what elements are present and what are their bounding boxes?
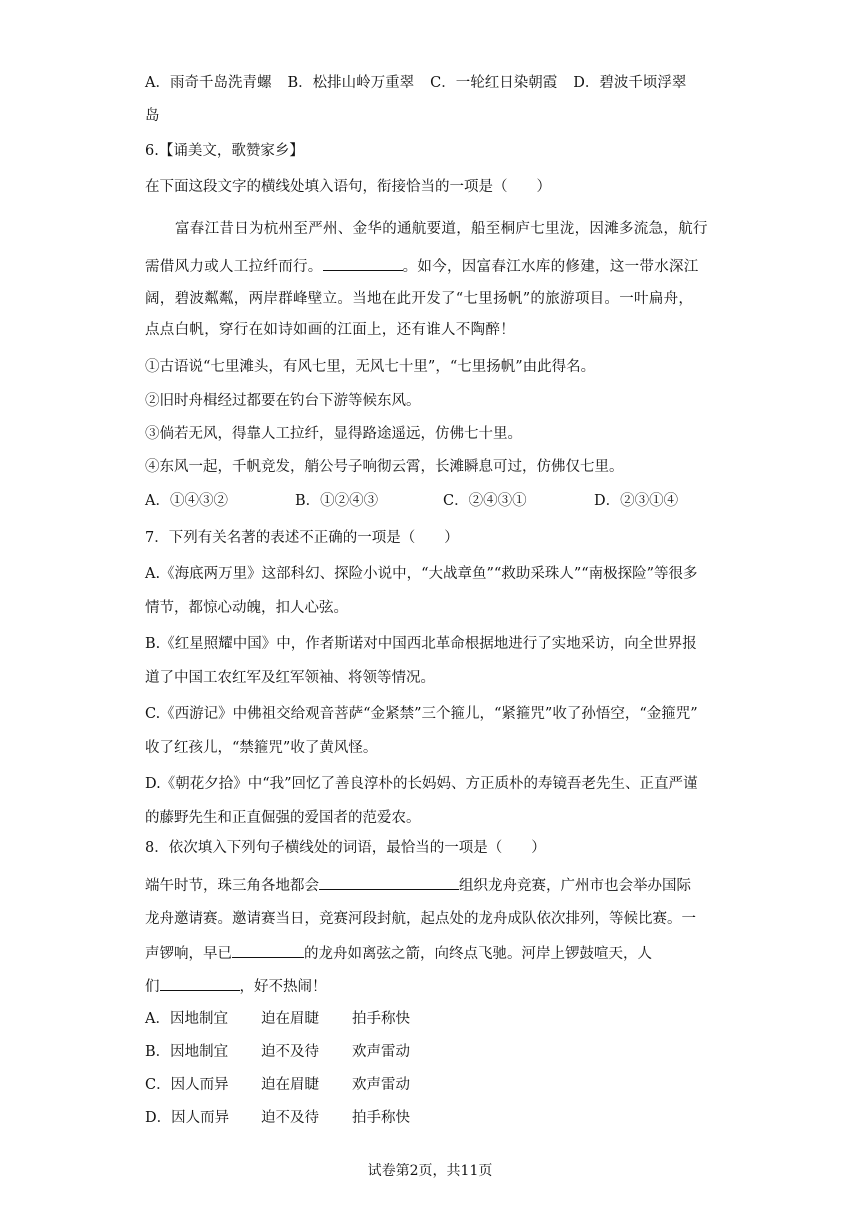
q8-stem: 8．依次填入下列句子横线处的词语，最恰当的一项是（ ） — [145, 840, 546, 856]
q8-sentence-line-1 — [145, 874, 691, 896]
q6-item-2: ②旧时舟楫经过都要在钓台下游等候东风。 — [145, 393, 421, 409]
q8-text: 们 — [145, 979, 160, 995]
q8-option-a-word-3: 拍手称快 — [352, 1011, 410, 1027]
q8-option-d — [145, 1108, 445, 1128]
q8-option-b-word-1: B．因地制宜 — [145, 1044, 229, 1060]
q8-sentence-line-4 — [145, 975, 327, 997]
q7-option-c-line-2: 收了红孩儿，“禁箍咒”收了黄风怪。 — [145, 740, 378, 756]
q8-option-c-word-3: 欢声雷动 — [352, 1077, 410, 1093]
q8-option-a — [145, 1009, 445, 1029]
q5-option-d: D．碧波千顷浮翠 — [573, 75, 687, 91]
q8-option-a-word-1: A．因地制宜 — [145, 1011, 228, 1027]
q8-option-c-word-1: C．因人而异 — [145, 1077, 229, 1093]
q8-option-a-word-2: 迫在眉睫 — [261, 1011, 319, 1027]
q6-item-4: ④东风一起，千帆竞发，艄公号子响彻云霄，长滩瞬息可过，仿佛仅七里。 — [145, 459, 624, 475]
q5-option-a: A．雨奇千岛洗青螺 — [145, 75, 272, 91]
q8-text: 的龙舟如离弦之箭，向终点飞驰。河岸上锣鼓喧天，人 — [304, 946, 652, 962]
q5-option-b: B．松排山岭万重翠 — [287, 75, 415, 91]
q6-fill-blank — [323, 255, 403, 271]
q6-option-d: D．②③①④ — [594, 493, 679, 509]
q6-passage-line-2 — [145, 255, 699, 277]
q6-header: 6.【诵美文，歌赞家乡】 — [145, 143, 304, 159]
q5-options-row — [145, 73, 686, 93]
q8-text: 组织龙舟竞赛，广州市也会举办国际 — [459, 878, 691, 894]
q8-option-b — [145, 1042, 445, 1062]
q7-option-a-line-1: A.《海底两万里》这部科幻、探险小说中，“大战章鱼”“救助采珠人”“南极探险”等很多 — [145, 566, 698, 582]
q6-passage-text: 需借风力或人工拉纤而行。 — [145, 259, 323, 275]
q8-option-c-word-2: 迫在眉睫 — [261, 1077, 319, 1093]
q7-option-c-line-1: C.《西游记》中佛祖交给观音菩萨“金紧禁”三个箍儿，“紧箍咒”收了孙悟空，“金箍咒” — [145, 706, 698, 722]
q6-item-3: ③倘若无风，得靠人工拉纤，显得路途遥远，仿佛七十里。 — [145, 426, 522, 442]
q6-passage-line-3: 阔，碧波粼粼，两岸群峰壁立。当地在此开发了“七里扬帆”的旅游项目。一叶扁舟， — [145, 291, 694, 307]
q6-stem: 在下面这段文字的横线处填入语句，衔接恰当的一项是（ ） — [145, 179, 551, 195]
q8-fill-blank-2 — [232, 942, 304, 958]
q6-passage-text: 。如今，因富春江水库的修建，这一带水深江 — [402, 259, 699, 275]
q6-option-c: C．②④③① — [443, 493, 527, 509]
q7-option-d-line-1: D.《朝花夕拾》中“我”回忆了善良淳朴的长妈妈、方正质朴的寿镜吾老先生、正直严谨 — [145, 776, 698, 792]
q8-option-d-word-3: 拍手称快 — [352, 1110, 410, 1126]
q6-option-b: B．①②④③ — [295, 493, 379, 509]
q8-sentence-line-2: 龙舟邀请赛。邀请赛当日，竞赛河段封航，起点处的龙舟成队依次排列，等候比赛。一 — [145, 911, 696, 927]
q5-option-d-continued: 岛 — [145, 108, 160, 124]
q7-option-b-line-2: 道了中国工农红军及红军领袖、将领等情况。 — [145, 670, 435, 686]
q7-option-b-line-1: B.《红星照耀中国》中，作者斯诺对中国西北革命根据地进行了实地采访，向全世界报 — [145, 636, 697, 652]
q7-option-a-line-2: 情节，都惊心动魄，扣人心弦。 — [145, 600, 348, 616]
q6-passage-line-4: 点点白帆，穿行在如诗如画的江面上，还有谁人不陶醉！ — [145, 322, 515, 338]
q6-passage-line-1: 富春江昔日为杭州至严州、金华的通航要道，船至桐庐七里泷，因滩多流急，航行 — [175, 221, 708, 237]
q8-fill-blank-3 — [160, 975, 240, 991]
q8-option-d-word-2: 迫不及待 — [261, 1110, 319, 1126]
q8-text: 声锣响，早已 — [145, 946, 232, 962]
q8-option-d-word-1: D．因人而异 — [145, 1110, 230, 1126]
page-footer: 试卷第2页，共11页 — [367, 1163, 493, 1179]
q8-fill-blank-1 — [319, 874, 459, 890]
q8-text: 端午时节，珠三角各地都会 — [145, 878, 319, 894]
q7-stem: 7．下列有关名著的表述不正确的一项是（ ） — [145, 530, 459, 546]
q6-option-a: A．①④③② — [145, 493, 228, 509]
q8-sentence-line-3 — [145, 942, 652, 964]
q8-option-b-word-2: 迫不及待 — [261, 1044, 319, 1060]
q8-text: ，好不热闹！ — [239, 979, 327, 995]
q8-option-b-word-3: 欢声雷动 — [352, 1044, 410, 1060]
q6-options-row — [145, 491, 705, 511]
q5-option-c: C．一轮红日染朝霞 — [430, 75, 558, 91]
q8-option-c — [145, 1075, 445, 1095]
q7-option-d-line-2: 的藤野先生和正直倔强的爱国者的范爱农。 — [145, 810, 421, 826]
q6-item-1: ①古语说“七里滩头，有风七里，无风七十里”，“七里扬帆”由此得名。 — [145, 359, 596, 375]
